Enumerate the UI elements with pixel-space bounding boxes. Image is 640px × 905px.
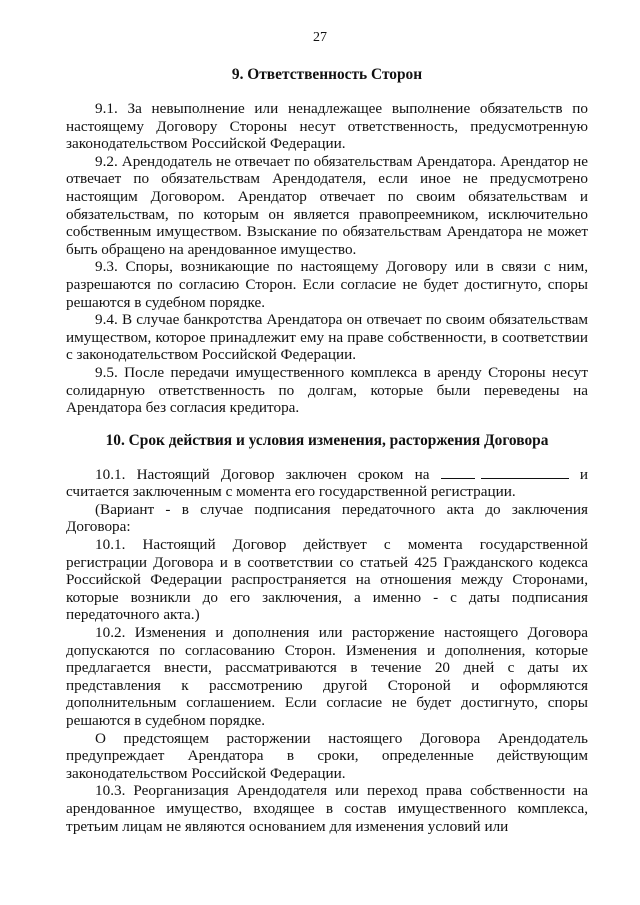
section-10-title: 10. Срок действия и условия изменения, расторжения Договора	[105, 431, 549, 449]
paragraph-9-5: 9.5. После передачи имущественного комплекса в аренду Стороны несут солидарную ответственность по долгам, которые были переведены на Арендатора без согласия кредитора.	[66, 363, 588, 417]
page-number: 27	[313, 30, 327, 45]
paragraph-10-1	[66, 465, 588, 501]
paragraph-10-1-variant: 10.1. Настоящий Договор действует с момента государственной регистрации Договора и в соответствии со статьей 425 Гражданского кодекса Российской Федерации распространяется на отношения между Сторонами, которые возникли до его заключения, а именно - с даты подписания передаточного акта.)	[66, 536, 588, 624]
paragraph-9-3: 9.3. Споры, возникающие по настоящему Договору или в связи с ним, разрешаются по согласию Сторон. Если согласие не будет достигнуто, споры решаются в судебном порядке.	[66, 258, 588, 311]
paragraph-10-1-start: 10.1. Настоящий Договор заключен сроком на	[95, 465, 430, 483]
paragraph-9-4: 9.4. В случае банкротства Арендатора он отвечает по своим обязательствам имуществом, которое принадлежит ему на праве собственности, в соответствии с законодательством Российской Федерации.	[66, 311, 588, 364]
paragraph-10-2: 10.2. Изменения и дополнения или расторжение настоящего Договора допускаются по согласованию Сторон. Изменения и дополнения, которые предлагается внести, рассматриваются в течение 20 дней с даты их представления к рассмотрению другой Стороной и оформляются дополнительным соглашением. Если согласие не будет достигнуто, споры решаются в судебном порядке.	[66, 624, 588, 729]
paragraph-10-1-end: и считается заключенным с момента его государственной регистрации.	[66, 465, 588, 501]
paragraph-variant: (Вариант - в случае подписания передаточного акта до заключения Договора:	[66, 500, 588, 536]
paragraph-termination-notice: О предстоящем расторжении настоящего Договора Арендодатель предупреждает Арендатора в сроки, определенные действующим законодательством Российской Федерации.	[66, 729, 588, 782]
paragraph-10-3: 10.3. Реорганизация Арендодателя или переход права собственности на арендованное имущество, входящее в состав имущественного комплекса, третьим лицам не являются основанием для изменения условий или	[66, 782, 588, 835]
paragraph-9-2: 9.2. Арендодатель не отвечает по обязательствам Арендатора. Арендатор не отвечает по обязательствам Арендодателя, если иное не предусмотрено настоящим Договором. Арендатор отвечает по своим обязательствам и обязательствам, по которым он является правопреемником, исключительно собственным имуществом. Взыскание по обязательствам Арендатора не может быть обращено на арендованное имущество.	[66, 152, 588, 258]
document-content	[66, 66, 588, 835]
term-blank-short	[441, 465, 475, 479]
paragraph-9-1: 9.1. За невыполнение или ненадлежащее выполнение обязательств по настоящему Договору Стороны несут ответственность, предусмотренную законодательством Российской Федерации.	[66, 100, 588, 153]
term-blank-long	[481, 465, 569, 479]
section-9-title: 9. Ответственность Сторон	[231, 66, 423, 83]
